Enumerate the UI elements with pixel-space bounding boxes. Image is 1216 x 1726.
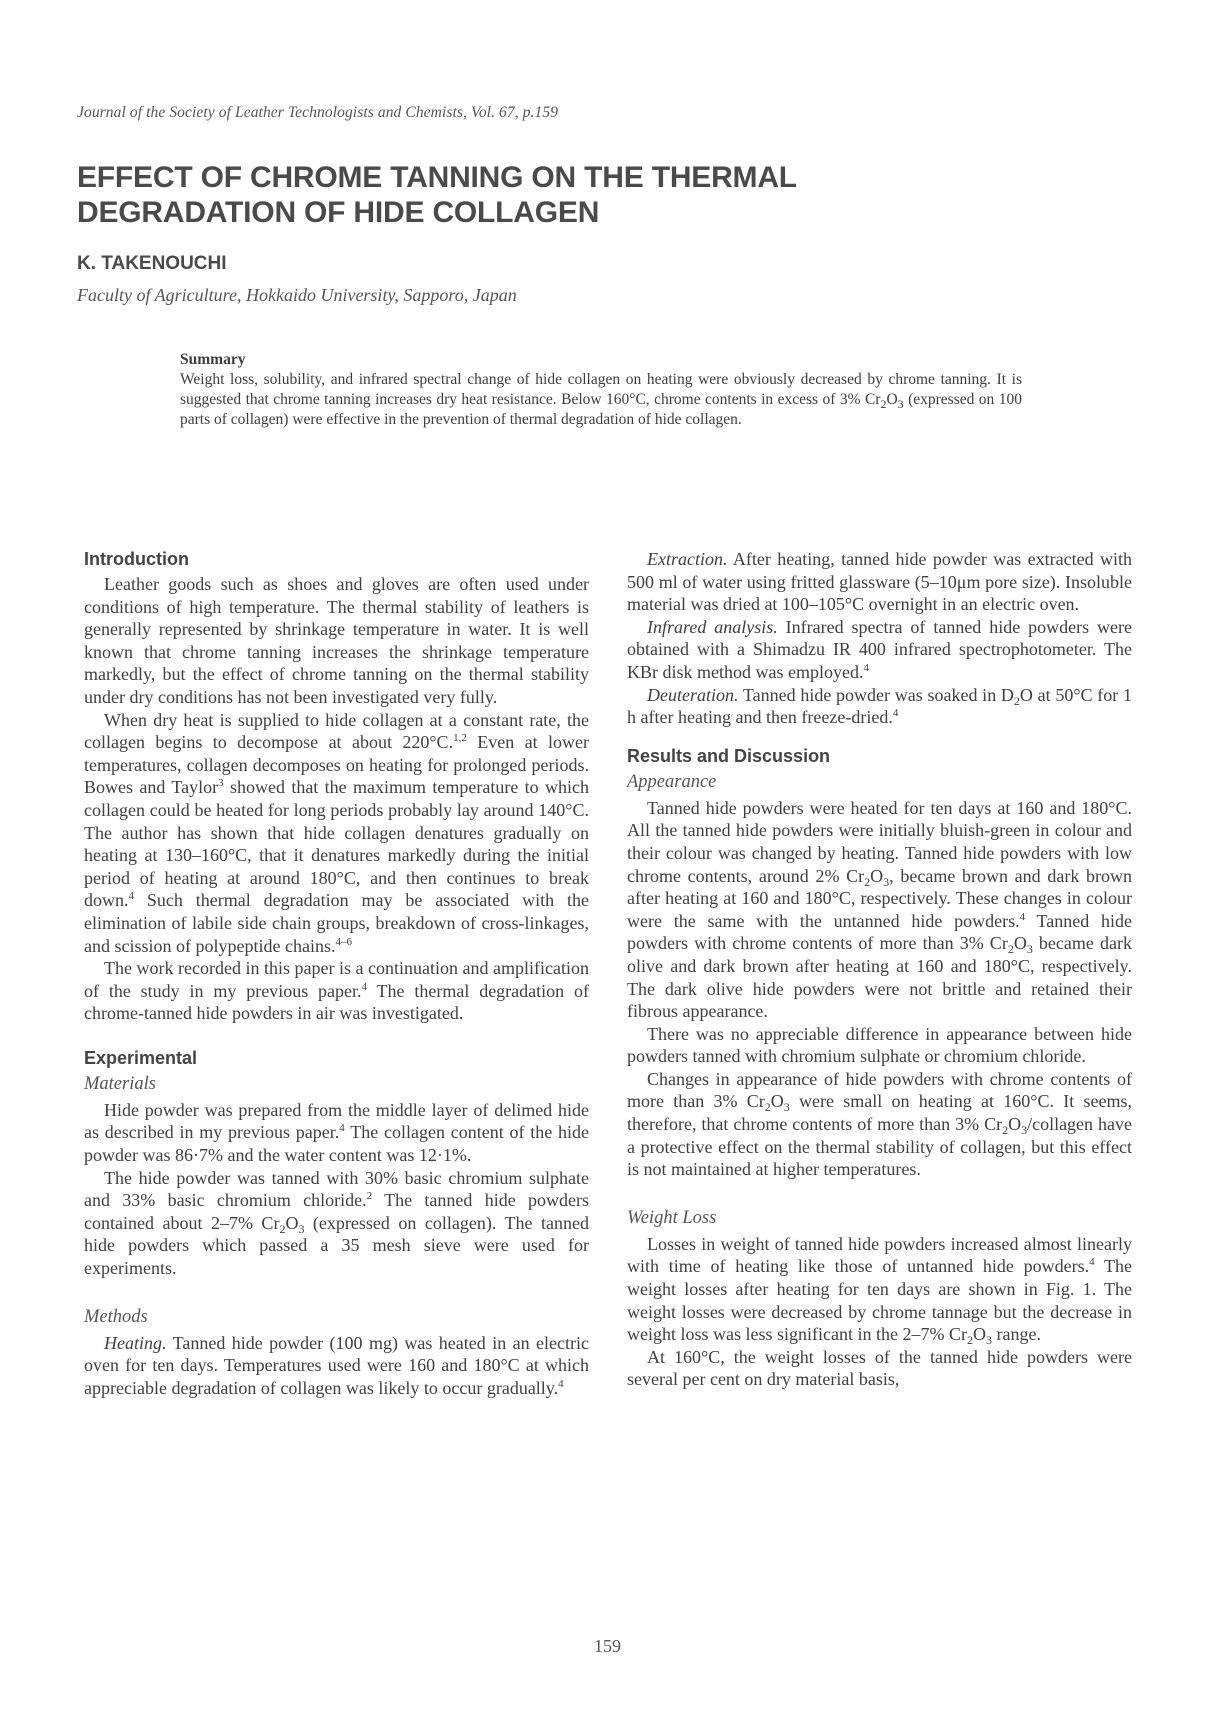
section-heading-experimental: Experimental bbox=[84, 1047, 198, 1068]
citation: 3 bbox=[218, 777, 224, 790]
citation: 4 bbox=[863, 661, 869, 674]
section-heading-introduction: Introduction bbox=[84, 549, 189, 569]
title-line-2: DEGRADATION OF HIDE COLLAGEN bbox=[77, 196, 600, 229]
paragraph: Changes in appearance of hide powders with chrome contents of more than 3% $Cr_2O_3$ were small on heating at 160°C. It seems, therefore, that chrome contents of more than 3% $Cr_2O_3$/collagen have a protective effect on the thermal stability of collagen, but this effect is not maintained at higher temperatures. bbox=[627, 1068, 1132, 1180]
title-line-1: EFFECT OF CHROME TANNING ON THE THERMAL bbox=[77, 161, 797, 194]
run-in-heading: Heating. bbox=[104, 1332, 167, 1353]
paragraph: Deuteration. Tanned hide powder was soaked in $D_2O$ at 50°C for 1 h after heating and then freeze-dried.$^4$ bbox=[627, 684, 1133, 728]
section-heading-results: Results and Discussion bbox=[627, 745, 831, 766]
citation: 4 bbox=[361, 980, 368, 993]
citation: 4 bbox=[1019, 910, 1026, 923]
left-column bbox=[84, 548, 589, 1399]
citation: 1,2 bbox=[453, 732, 467, 745]
citation: 4 bbox=[128, 890, 134, 903]
author-affiliation: Faculty of Agriculture, Hokkaido University, Sapporo, Japan bbox=[77, 285, 517, 305]
paragraph: There was no appreciable difference in appearance between hide powders tanned with chromium sulphate or chromium chloride. bbox=[627, 1023, 1132, 1067]
citation: 4 bbox=[1089, 1256, 1095, 1269]
subsection-heading-weight-loss: Weight Loss bbox=[627, 1207, 717, 1228]
run-in-heading: Extraction. bbox=[647, 549, 728, 569]
paragraph: Extraction. After heating, tanned hide powder was extracted with 500 ml of water using fritted glassware (5–10μm pore size). Insoluble material was dried at 100–105°C overnight in an electric oven. bbox=[627, 549, 1132, 615]
subsection-heading-methods: Methods bbox=[84, 1306, 148, 1327]
citation: 4 bbox=[339, 1122, 345, 1135]
paragraph: The hide powder was tanned with 30% basic chromium sulphate and 33% basic chromium chloride.$^2$ The tanned hide powders contained about 2–7% $Cr_2O_3$ (expressed on collagen). The tanned hide powders which passed a 35 mesh sieve were used for experiments. bbox=[84, 1167, 589, 1279]
summary-text: Weight loss, solubility, and infrared spectral change of hide collagen on heating were obviously decreased by chrome tanning. It is suggested that chrome tanning increases dry heat resistance. Below 160°C, chrome contents in excess of 3% $Cr_2O_3$ (expressed on 100 parts of collagen) were effective in the prevention of thermal degradation of hide collagen. bbox=[180, 371, 1022, 428]
paragraph: Leather goods such as shoes and gloves are often used under conditions of high temperature. The thermal stability of leathers is generally represented by shrinkage temperature in water. It is well known that chrome tanning increases the shrinkage temperature markedly, but the effect of chrome tanning on the thermal stability under dry conditions has not been investigated very fully. bbox=[84, 574, 589, 707]
paragraph: Infrared analysis. Infrared spectra of tanned hide powders were obtained with a Shimadzu IR 400 infrared spectrophotometer. The KBr disk method was employed.$^4$ bbox=[627, 616, 1132, 682]
run-in-heading: Deuteration. bbox=[647, 684, 739, 705]
paragraph: Heating. Tanned hide powder (100 mg) was heated in an electric oven for ten days. Temperatures used were 160 and 180°C at which appreciable degradation of collagen was likely to occur gradually.$^4$ bbox=[84, 1332, 589, 1398]
article-title bbox=[77, 160, 977, 230]
citation: 2 bbox=[366, 1190, 373, 1203]
paragraph: Losses in weight of tanned hide powders increased almost linearly with time of heating like those of untanned hide powders.$^4$ The weight losses after heating for ten days are shown in Fig. 1. The weight losses were decreased by chrome tannage but the decrease in weight loss was less significant in the 2–7% $Cr_2O_3$ range. bbox=[627, 1233, 1132, 1348]
author-name: K. TAKENOUCHI bbox=[77, 253, 227, 274]
right-column bbox=[627, 548, 1132, 1391]
run-in-heading: Infrared analysis. bbox=[647, 616, 778, 637]
paragraph: At 160°C, the weight losses of the tanned hide powders were several per cent on dry material basis, bbox=[627, 1346, 1132, 1390]
paragraph: The work recorded in this paper is a continuation and amplification of the study in my previous paper.$^4$ The thermal degradation of chrome-tanned hide powders in air was investigated. bbox=[84, 958, 589, 1024]
subsection-heading-materials: Materials bbox=[84, 1073, 156, 1094]
running-head: Journal of the Society of Leather Technologists and Chemists, Vol. 67, p.159 bbox=[77, 104, 559, 121]
summary-block bbox=[180, 350, 1022, 430]
citation: 4 bbox=[558, 1377, 564, 1390]
citation: 4 bbox=[892, 707, 899, 720]
citation: 4–6 bbox=[335, 935, 352, 948]
subsection-heading-appearance: Appearance bbox=[627, 771, 717, 792]
paragraph: Hide powder was prepared from the middle layer of delimed hide as described in my previous paper.$^4$ The collagen content of the hide powder was 86·7% and the water content was 12·1%. bbox=[84, 1099, 590, 1166]
summary-heading: Summary bbox=[180, 351, 246, 368]
paragraph: When dry heat is supplied to hide collagen at a constant rate, the collagen begins to decompose at about 220°C.$^{1,2}$ Even at lower temperatures, collagen decomposes on heating for prolonged periods. Bowes and Taylor$^3$ showed that the maximum temperature to which collagen could be heated for long periods probably lay around 140°C. The author has shown that hide collagen denatures gradually on heating at 130–160°C, that it denatures markedly during the initial period of heating at around 180°C, and then continues to break down.$^4$ Such thermal degradation may be associated with the elimination of labile side chain groups, breakdown of cross-linkages, and scission of polypeptide chains.$^{4-6}$ bbox=[84, 709, 590, 956]
paragraph: Tanned hide powders were heated for ten days at 160 and 180°C. All the tanned hide powders were initially bluish-green in colour and their colour was changed by heating. Tanned hide powders with low chrome contents, around 2% $Cr_2O_3$, became brown and dark brown after heating at 160 and 180°C, respectively. These changes in colour were the same with the untanned hide powders.$^4$ Tanned hide powders with chrome contents of more than 3% $Cr_2O_3$ became dark olive and dark brown after heating at 160 and 180°C, respectively. The dark olive hide powders were not brittle and retained their fibrous appearance. bbox=[627, 797, 1133, 1022]
page-number: 159 bbox=[594, 1636, 621, 1656]
